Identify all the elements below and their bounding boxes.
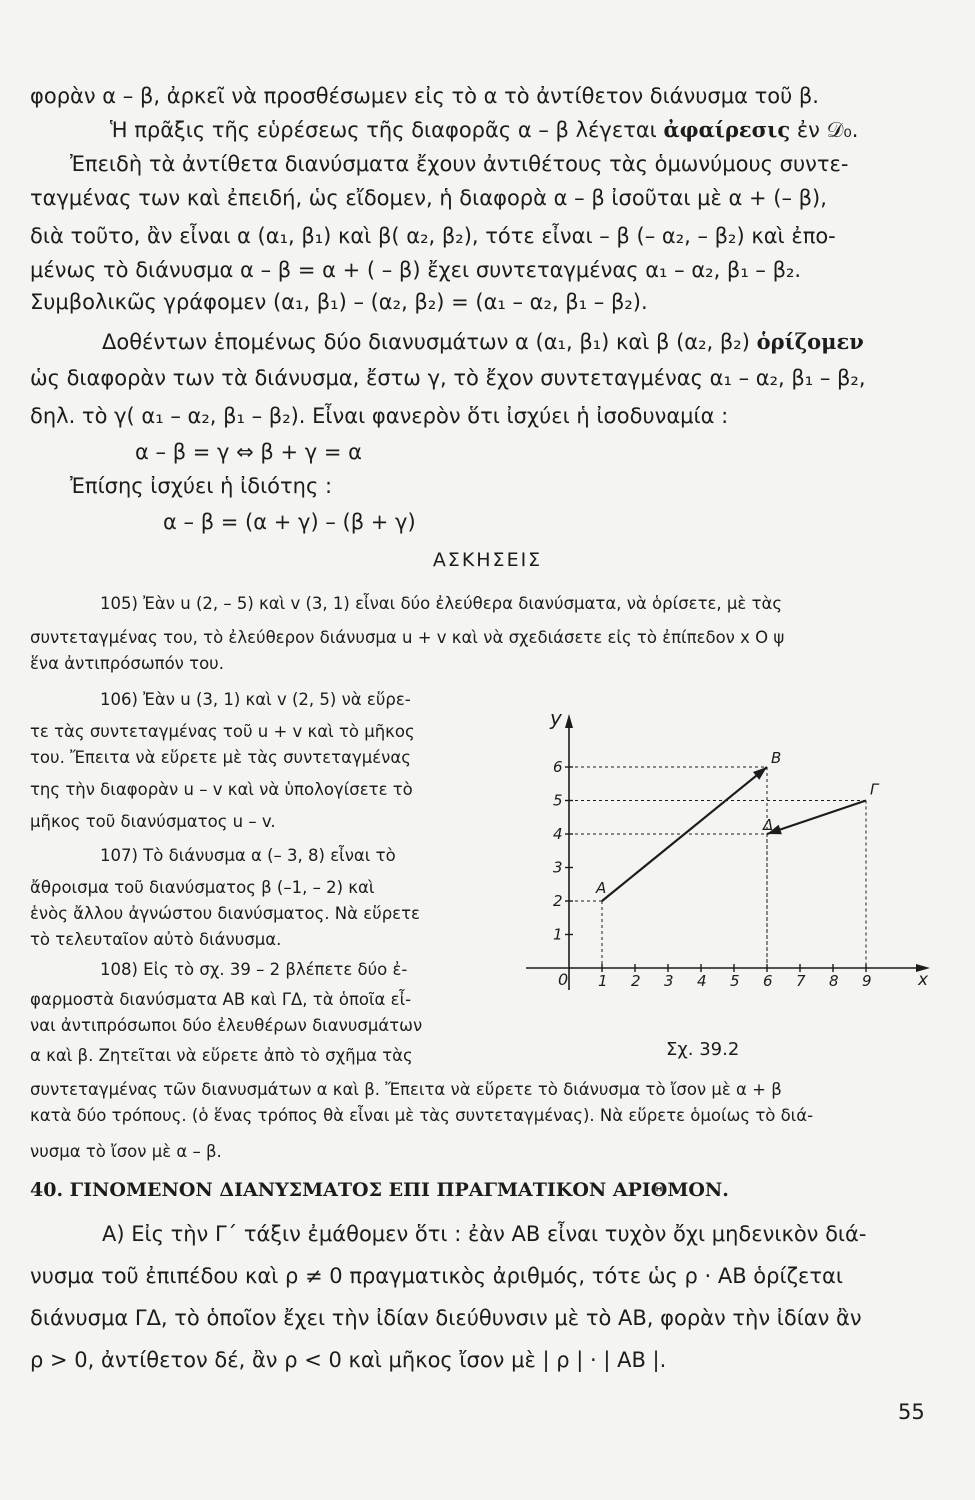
section-paragraph-line-2: νυσμα τοῦ ἐπιπέδου καὶ ρ ≠ 0 πραγματικὸς ἀριθμός, τότε ὡς ρ · AB ὁρίζεται (30, 1264, 843, 1288)
exercise-107-line-4: τὸ τελευταῖον αὐτὸ διάνυσμα. (30, 930, 282, 949)
text-line-2 (110, 118, 858, 142)
text-line-3: Ἐπειδὴ τὰ ἀντίθετα διανύσματα ἔχουν ἀντιθέτους τὰς ὁμωνύμους συντε- (70, 152, 849, 176)
y-axis-label: y (550, 706, 562, 730)
point-b-label: B (771, 749, 782, 767)
x-tick-label: 3 (664, 972, 674, 990)
equivalence-formula: α – β = γ ⇔ β + γ = α (135, 440, 362, 464)
section-40-title: 40. ΓΙΝΟΜΕΝΟΝ ΔΙΑΝΥΣΜΑΤΟΣ ΕΠΙ ΠΡΑΓΜΑΤΙΚΟΝ ΑΡΙΘΜΟΝ. (30, 1179, 729, 1201)
figure-caption: Σχ. 39.2 (666, 1039, 740, 1060)
exercise-108-line-3: ναι ἀντιπρόσωποι δύο ἐλευθέρων διανυσμάτων (30, 1016, 423, 1035)
text-line-1: φορὰν α – β, ἀρκεῖ νὰ προσθέσωμεν εἰς τὸ α τὸ ἀντίθετον διάνυσμα τοῦ β. (30, 84, 819, 108)
exercise-108-line-1: 108) Εἰς τὸ σχ. 39 – 2 βλέπετε δύο ἐ- (100, 960, 408, 979)
y-tick-label: 4 (553, 825, 563, 843)
section-paragraph-line-3: διάνυσμα ΓΔ, τὸ ὁποῖον ἔχει τὴν ἰδίαν διεύθυνσιν μὲ τὸ AB, φορὰν τὴν ἰδίαν ἂν (30, 1306, 862, 1330)
figure-39-2 (520, 700, 940, 1070)
x-tick-label: 5 (730, 972, 740, 990)
exercise-106-line-1: 106) Ἐὰν u (3, 1) καὶ v (2, 5) νὰ εὕρε- (100, 690, 411, 709)
exercise-106-line-3: του. Ἔπειτα νὰ εὕρετε μὲ τὰς συντεταγμένας (30, 748, 411, 767)
y-tick-label: 2 (553, 892, 563, 910)
y-tick-label: 6 (553, 758, 563, 776)
term-define: ὁρίζομεν (756, 329, 864, 354)
point-gamma-label: Γ (870, 780, 879, 799)
x-tick-label: 2 (631, 972, 641, 990)
text-line-11: Ἐπίσης ἰσχύει ἡ ἰδιότης : (70, 474, 333, 498)
text-line-5: διὰ τοῦτο, ἂν εἶναι α (α₁, β₁) καὶ β( α₂, β₂), τότε εἶναι – β (– α₂, – β₂) καὶ ἐπο- (30, 224, 836, 248)
exercise-105-line-1: 105) Ἐὰν u (2, – 5) καὶ v (3, 1) εἶναι δύο ἐλεύθερα διανύσματα, νὰ ὁρίσετε, μὲ τὰς (100, 594, 783, 613)
y-tick-label: 1 (553, 925, 563, 944)
exercise-108-line-5: συντεταγμένας τῶν διανυσμάτων α καὶ β. Ἔπειτα νὰ εὕρετε τὸ διάνυσμα τὸ ἴσον μὲ α + β (30, 1080, 782, 1099)
y-tick-label: 5 (553, 791, 563, 810)
y-axis-arrow-icon (565, 714, 573, 728)
x-tick-label: 7 (796, 972, 806, 990)
exercise-108-line-7: νυσμα τὸ ἴσον μὲ α – β. (30, 1142, 222, 1161)
origin-label: 0 (558, 970, 569, 989)
exercise-107-line-1: 107) Τὸ διάνυσμα α (– 3, 8) εἶναι τὸ (100, 846, 396, 865)
exercise-108-line-4: α καὶ β. Ζητεῖται νὰ εὕρετε ἀπὸ τὸ σχῆμα τὰς (30, 1046, 413, 1065)
exercise-108-line-6: κατὰ δύο τρόπους. (ὁ ἕνας τρόπος θὰ εἶναι μὲ τὰς συντεταγμένας). Νὰ εὕρετε ὁμοίως τὸ διά- (30, 1106, 814, 1125)
y-tick-label: 3 (553, 858, 563, 877)
line-8-part-a: Δοθέντων ἑπομένως δύο διανυσμάτων α (α₁, β₁) καὶ β (α₂, β₂) (102, 330, 750, 354)
exercise-105-line-3: ἕνα ἀντιπρόσωπόν του. (30, 654, 224, 673)
text-line-6: μένως τὸ διάνυσμα α – β = α + ( – β) ἔχει συντεταγμένας α₁ – α₂, β₁ – β₂. (30, 258, 802, 282)
page-number: 55 (898, 1400, 925, 1424)
x-axis-label: x (918, 970, 929, 990)
vector-ΓΔ (767, 801, 866, 835)
exercise-105-line-2: συντεταγμένας του, τὸ ἐλεύθερον διάνυσμα u + v καὶ νὰ σχεδιάσετε εἰς τὸ ἐπίπεδον x O ψ (30, 628, 785, 647)
text-line-10: δηλ. τὸ γ( α₁ – α₂, β₁ – β₂). Εἶναι φανερὸν ὅτι ἰσχύει ἡ ἰσοδυναμία : (30, 404, 729, 428)
section-paragraph-line-4: ρ > 0, ἀντίθετον δέ, ἂν ρ < 0 καὶ μῆκος ἴσον μὲ | ρ | · | AB |. (30, 1348, 667, 1372)
point-delta-label: Δ (763, 816, 774, 834)
text-line-4: ταγμένας των καὶ ἐπειδή, ὡς εἴδομεν, ἡ διαφορὰ α – β ἰσοῦται μὲ α + (– β), (30, 186, 827, 210)
exercise-106-line-2: τε τὰς συντεταγμένας τοῦ u + v καὶ τὸ μῆκος (30, 722, 415, 741)
x-tick-label: 6 (763, 972, 773, 990)
property-formula: α – β = (α + γ) – (β + γ) (163, 510, 416, 534)
exercise-108-line-2: φαρμοστὰ διανύσματα AB καὶ ΓΔ, τὰ ὁποῖα εἶ- (30, 990, 412, 1009)
exercise-106-line-5: μῆκος τοῦ διανύσματος u – v. (30, 812, 276, 831)
x-tick-label: 8 (829, 972, 839, 990)
x-tick-label: 4 (697, 972, 707, 990)
x-tick-label: 1 (598, 972, 608, 990)
text-line-7: Συμβολικῶς γράφομεν (α₁, β₁) – (α₂, β₂) = (α₁ – α₂, β₁ – β₂). (30, 290, 648, 314)
exercise-107-line-2: ἄθροισμα τοῦ διανύσματος β (–1, – 2) καὶ (30, 878, 375, 897)
exercises-heading: ΑΣΚΗΣΕΙΣ (432, 549, 543, 571)
line-2-part-c: ἐν 𝒟₀. (796, 118, 859, 142)
term-subtraction: ἀφαίρεσις (663, 117, 791, 142)
section-paragraph-line-1: Α) Εἰς τὴν Γ΄ τάξιν ἐμάθομεν ὅτι : ἐὰν AB εἶναι τυχὸν ὄχι μηδενικὸν διά- (102, 1222, 867, 1246)
exercise-106-line-4: της τὴν διαφορὰν u – v καὶ νὰ ὑπολογίσετε τὸ (30, 780, 413, 799)
point-a-label: A (596, 879, 607, 897)
text-line-8 (102, 330, 864, 354)
exercise-107-line-3: ἑνὸς ἄλλου ἀγνώστου διανύσματος. Νὰ εὕρετε (30, 904, 420, 923)
line-2-part-a: Ἡ πρᾶξις τῆς εὑρέσεως τῆς διαφορᾶς α – β λέγεται (110, 118, 657, 142)
x-tick-label: 9 (862, 972, 872, 990)
text-line-9: ὡς διαφορὰν των τὰ διάνυσμα, ἔστω γ, τὸ ἔχον συντεταγμένας α₁ – α₂, β₁ – β₂, (30, 366, 866, 390)
